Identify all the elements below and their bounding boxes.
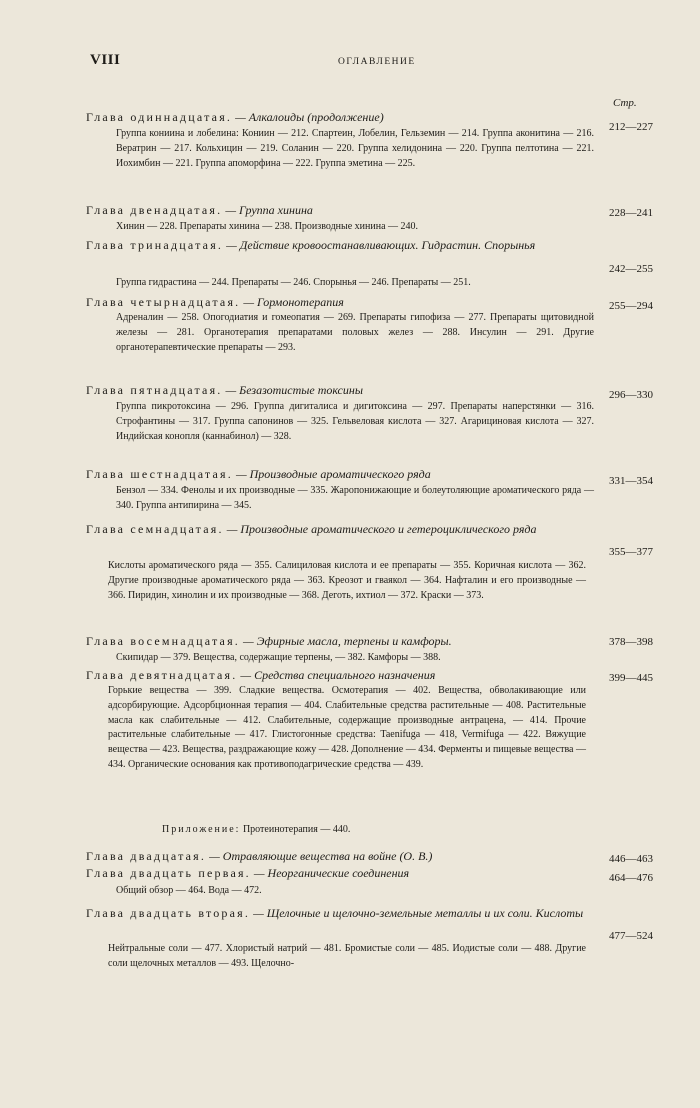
- chapter-contents: Группа пикротоксина — 296. Группа дигиталиса и дигитоксина — 297. Препараты наперстянки — 316. Строфантины — 317. Группа сапонинов — 325. Гельвеловая кислота — 327. Агарициновая кислота — 327. Индийская конопля (каннабинол) — 328.: [116, 401, 594, 442]
- chapter-contents: Горькие вещества — 399. Сладкие вещества. Осмотерапия — 402. Вещества, обволакивающие или адсорбирующие. Адсорбционная терапия — 404. Слабительные средства растительные — 408. Растительные масла как слабительные — 412. Слабительные, содержащие производные антрацена, — 414. Прочие растительные слабительные — 417. Глистогонные средства: Taenifuga — 418, Vermifuga — 422. Вяжущие вещества — 423. Вещества, раздражающие кожу — 428. Дополнение — 434. Ферменты и пищевые вещества — 434. Органические основания как противоподагрические средства — 439.: [108, 685, 586, 770]
- chapter-heading: [86, 634, 606, 648]
- chapter-pages: 355—377: [609, 546, 653, 558]
- running-title: ОГЛАВЛЕНИЕ: [338, 57, 416, 67]
- chapter-contents: Бензол — 334. Фенолы и их производные — 335. Жаропонижающие и болеутоляющие ароматического ряда — 340. Группа антипирина — 345.: [116, 485, 594, 511]
- chapter-heading: [86, 866, 606, 880]
- appendix-text: Протеинотерапия — 440.: [242, 824, 351, 835]
- appendix-line: [162, 824, 350, 835]
- chapter-contents: Нейтральные соли — 477. Хлористый натрий — 481. Бромистые соли — 485. Иодистые соли — 488. Другие соли щелочных металлов — 493. Щелочно-: [108, 943, 586, 969]
- chapter-label: Глава четырнадцатая.: [86, 295, 241, 309]
- chapter-contents: Адреналин — 258. Опогодиатия и гомеопатия — 269. Препараты гипофиза — 277. Препараты щитовидной железы — 281. Органотерапия препаратами половых желез — 288. Инсулин — 291. Другие органотерапевтические препараты — 293.: [116, 312, 594, 353]
- chapter-title: — Неорганические соединения: [253, 866, 410, 880]
- chapter-pages: 464—476: [609, 872, 653, 884]
- chapter-contents: Группа кониина и лобелина: Кониин — 212. Спартеин, Лобелин, Гельземин — 214. Группа аконитина — 216. Вератрин — 217. Кольхицин — 219. Соланин — 220. Группа хелидонина — 220. Группа пелтотина — 221. Иохимбин — 221. Группа апоморфина — 222. Группа эметина — 225.: [116, 128, 594, 169]
- chapter-heading: [86, 295, 606, 309]
- chapter-contents: Группа гидрастина — 244. Препараты — 246. Спорынья — 246. Препараты — 251.: [116, 277, 471, 288]
- chapter-heading: [86, 110, 606, 124]
- chapter-label: Глава двадцатая.: [86, 849, 207, 863]
- chapter-pages: 296—330: [609, 389, 653, 401]
- chapter-label: Глава восемнадцатая.: [86, 634, 240, 648]
- chapter-title: — Безазотистые токсины: [225, 383, 363, 397]
- chapter-heading: [86, 849, 606, 863]
- chapter-pages: 399—445: [609, 672, 653, 684]
- chapter-title: — Гормонотерапия: [243, 295, 344, 309]
- chapter-heading: [86, 906, 586, 920]
- chapter-title: — Производные ароматического ряда: [235, 467, 431, 481]
- chapter-contents: Общий обзор — 464. Вода — 472.: [116, 885, 262, 896]
- chapter-contents: Кислоты ароматического ряда — 355. Салициловая кислота и ее препараты — 355. Коричная кислота — 362. Другие производные ароматического ряда — 363. Креозот и гваякол — 364. Нафталин и его производные — 366. Пиридин, хинолин и их производные — 368. Деготь, ихтиол — 372. Краски — 373.: [108, 560, 586, 601]
- chapter-title: — Эфирные масла, терпены и камфоры.: [243, 634, 452, 648]
- chapter-title: — Средства специального назначения: [240, 668, 436, 682]
- chapter-title: — Щелочные и щелочно-земельные металлы и их соли. Кислоты: [253, 906, 584, 920]
- chapter-pages: 378—398: [609, 636, 653, 648]
- chapter-contents: Хинин — 228. Препараты хинина — 238. Производные хинина — 240.: [116, 221, 419, 232]
- chapter-label: Глава пятнадцатая.: [86, 383, 223, 397]
- chapter-title: — Группа хинина: [225, 203, 313, 217]
- chapter-heading: [86, 238, 586, 252]
- chapter-pages: 446—463: [609, 853, 653, 865]
- page-number: VIII: [90, 52, 121, 68]
- chapter-label: Глава тринадцатая.: [86, 238, 224, 252]
- chapter-contents: Скипидар — 379. Вещества, содержащие терпены, — 382. Камфоры — 388.: [116, 652, 441, 663]
- chapter-pages: 242—255: [609, 263, 653, 275]
- chapter-label: Глава одиннадцатая.: [86, 110, 233, 124]
- appendix-label: Приложение:: [162, 824, 241, 835]
- chapter-label: Глава шестнадцатая.: [86, 467, 233, 481]
- chapter-heading: [86, 203, 606, 217]
- chapter-heading: [86, 668, 606, 682]
- page-column-header: Стр.: [613, 97, 637, 109]
- chapter-heading: [86, 383, 606, 397]
- chapter-label: Глава двадцать первая.: [86, 866, 251, 880]
- chapter-title: — Отравляющие вещества на войне (О. В.): [209, 849, 433, 863]
- chapter-pages: 255—294: [609, 300, 653, 312]
- chapter-pages: 331—354: [609, 475, 653, 487]
- chapter-heading: [86, 467, 606, 481]
- chapter-title: — Действие кровоостанавливающих. Гидрастин. Спорынья: [226, 238, 536, 252]
- chapter-label: Глава девятнадцатая.: [86, 668, 238, 682]
- chapter-pages: 477—524: [609, 930, 653, 942]
- chapter-label: Глава семнадцатая.: [86, 522, 224, 536]
- chapter-label: Глава двадцать вторая.: [86, 906, 251, 920]
- chapter-title: — Производные ароматического и гетероциклического ряда: [226, 522, 537, 536]
- chapter-pages: 228—241: [609, 207, 653, 219]
- chapter-title: — Алкалоиды (продолжение): [235, 110, 384, 124]
- chapter-heading: [86, 522, 586, 536]
- chapter-label: Глава двенадцатая.: [86, 203, 223, 217]
- chapter-pages: 212—227: [609, 121, 653, 133]
